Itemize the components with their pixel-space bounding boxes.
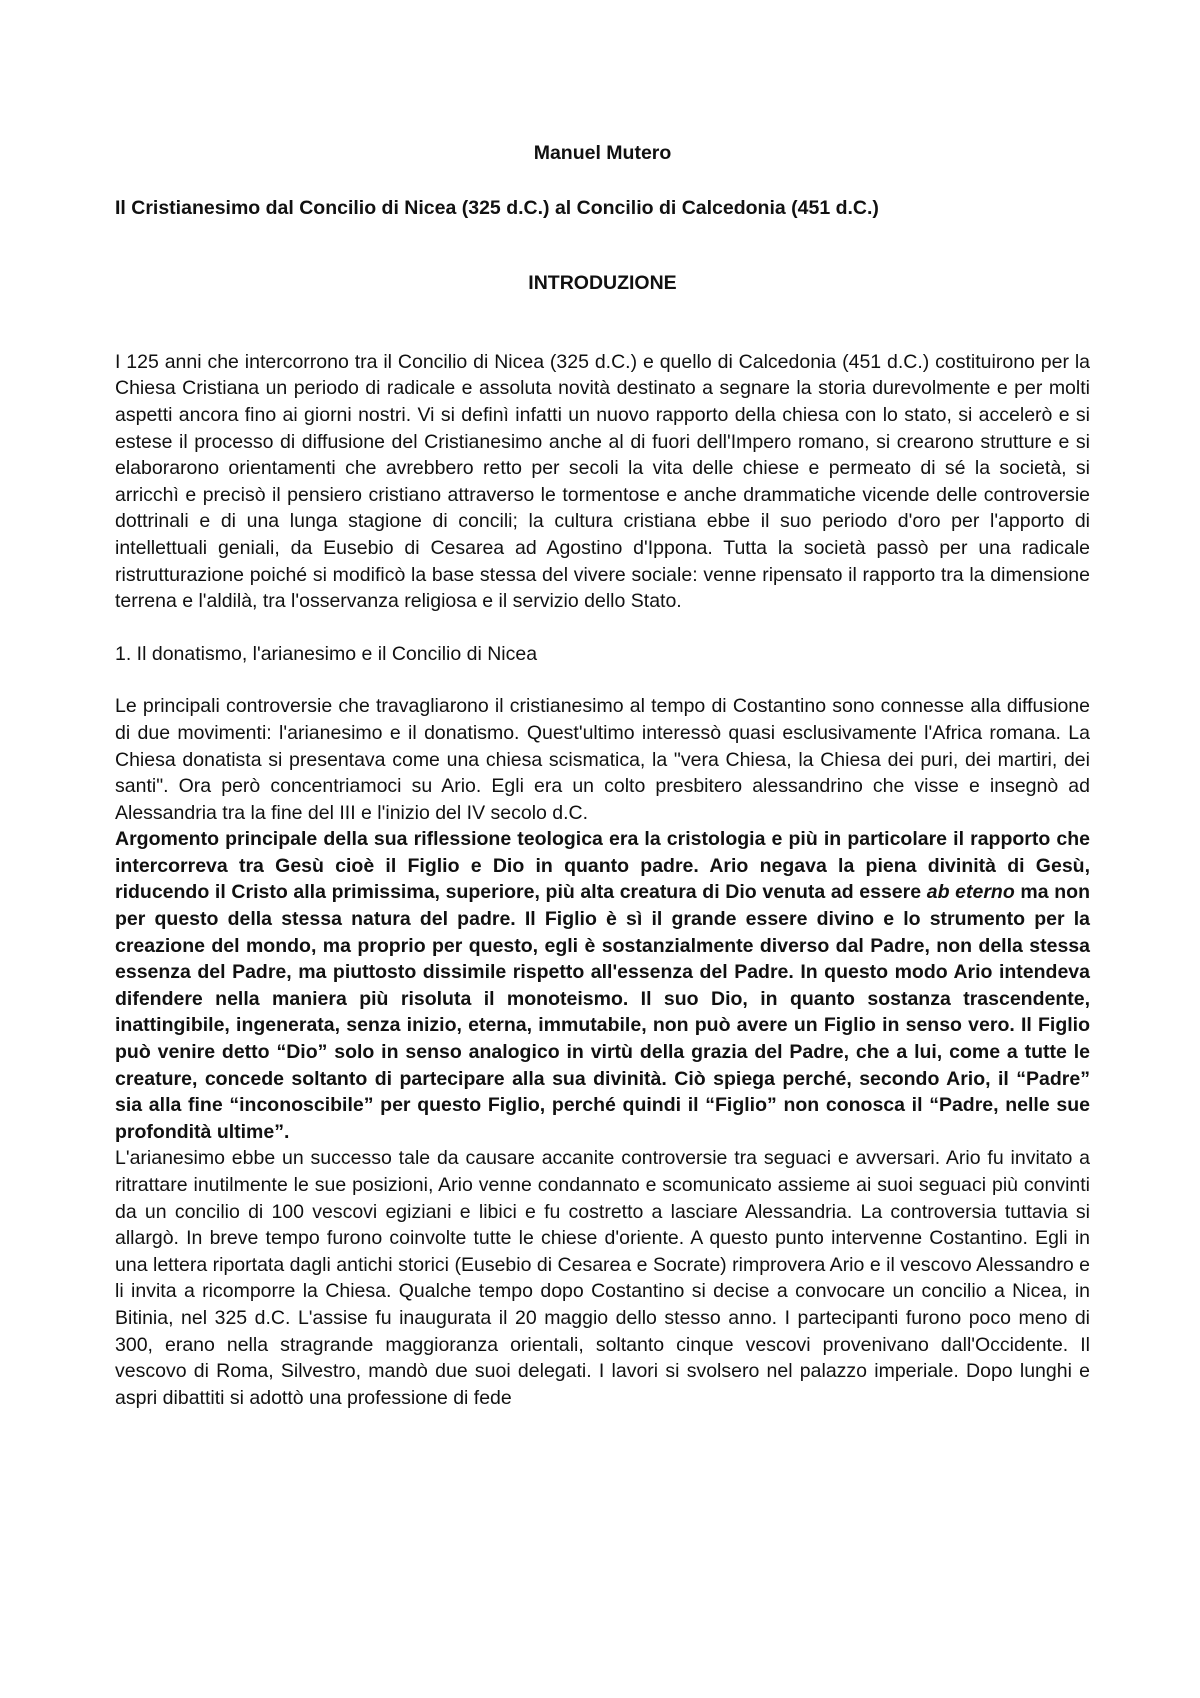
- chapter-heading-1: 1. Il donatismo, l'arianesimo e il Concilio di Nicea: [115, 642, 538, 665]
- section-heading-introduzione: INTRODUZIONE: [528, 272, 677, 295]
- paragraph-spacer: [115, 667, 1090, 693]
- arius-bold-text-part2: ma non per questo della stessa natura del padre. Il Figlio è sì il grande essere divino e lo strumento per la creazione del mondo, ma proprio per questo, egli è sostanzialmente diverso dal Padre, non della stessa essenza del Padre, ma piuttosto dissimile rispetto all'essenza del Padre. In questo modo Ario intendeva difendere nella maniera più risoluta il monoteismo. Il suo Dio, in quanto sostanza trascendente, inattingibile, ingenerata, senza inizio, eterna, immutabile, non può avere un Figlio in senso vero. Il Figlio può venire detto “Dio” solo in senso analogico in virtù della grazia del Padre, che a lui, come a tutte le creature, concede soltanto di partecipare alla sua divinità. Ciò spiega perché, secondo Ario, il “Padre” sia alla fine “inconoscibile” per questo Figlio, perché quindi il “Figlio” non conosca il “Padre, nelle sue profondità ultime”.: [115, 881, 1090, 1143]
- nicea-council-paragraph: L'arianesimo ebbe un successo tale da causare accanite controversie tra seguaci e avversari. Ario fu invitato a ritrattare inutilmente le sue posizioni, Ario venne condannato e scomunicato assieme ai suoi seguaci più convinti da un concilio di 100 vescovi egiziani e libici e fu costretto a lasciare Alessandria. La controversia tuttavia si allargò. In breve tempo furono coinvolte tutte le chiese d'oriente. A questo punto intervenne Costantino. Egli in una lettera riportata dagli antichi storici (Eusebio di Cesarea e Socrate) rimprovera Ario e il vescovo Alessandro e li invita a ricomporre la Chiesa. Qualche tempo dopo Costantino si decise a convocare un concilio a Nicea, in Bitinia, nel 325 d.C. L'assise fu inaugurata il 20 maggio dello stesso anno. I partecipanti furono poco meno di 300, erano nella stragrande maggioranza orientali, soltanto cinque vescovi provenivano dall'Occidente. Il vescovo di Roma, Silvestro, mandò due suoi delegati. I lavori si svolsero nel palazzo imperiale. Dopo lunghi e aspri dibattiti si adottò una professione di fede: [115, 1147, 1090, 1409]
- arius-bold-paragraph: [115, 826, 1090, 1145]
- paragraph-spacer: [115, 615, 1090, 641]
- arius-italic-phrase: ab eterno: [926, 881, 1015, 904]
- document-title: Il Cristianesimo dal Concilio di Nicea (325 d.C.) al Concilio di Calcedonia (451 d.C.): [115, 196, 879, 219]
- intro-paragraph: I 125 anni che intercorrono tra il Concilio di Nicea (325 d.C.) e quello di Calcedonia (451 d.C.) costituirono per la Chiesa Cristiana un periodo di radicale e assoluta novità destinato a segnare la storia durevolmente e per molti aspetti ancora fino ai giorni nostri. Vi si definì infatti un nuovo rapporto della chiesa con lo stato, si accelerò e si estese il processo di diffusione del Cristianesimo anche al di fuori dell'Impero romano, si crearono strutture e si elaborarono orientamenti che avrebbero retto per secoli la vita delle chiese e permeato di sé la società, si arricchì e precisò il pensiero cristiano attraverso le tormentose e anche drammatiche vicende delle controversie dottrinali e di una lunga stagione di concili; la cultura cristiana ebbe il suo periodo d'oro per l'apporto di intellettuali geniali, da Eusebio di Cesarea ad Agostino d'Ippona. Tutta la società passò per una radicale ristrutturazione poiché si modificò la base stessa del vivere sociale: venne ripensato il rapporto tra la dimensione terrena e l'aldilà, tra l'osservanza religiosa e il servizio dello Stato.: [115, 350, 1090, 613]
- arius-bold-text-part1: Argomento principale della sua riflessione teologica era la cristologia e più in particolare il rapporto che intercorreva tra Gesù cioè il Figlio e Dio in quanto padre. Ario negava la piena divinità di Gesù, riducendo il Cristo alla primissima, superiore, più alta creatura di Dio venuta ad essere: [115, 828, 1090, 904]
- donatism-paragraph: Le principali controversie che travagliarono il cristianesimo al tempo di Costantino sono connesse alla diffusione di due movimenti: l'arianesimo e il donatismo. Quest'ultimo interessò quasi esclusivamente l'Africa romana. La Chiesa donatista si presentava come una chiesa scismatica, la "vera Chiesa, la Chiesa dei puri, dei martiri, dei santi". Ora però concentriamoci su Ario. Egli era un colto presbitero alessandrino che visse e insegnò ad Alessandria tra la fine del III e l'inizio del IV secolo d.C.: [115, 695, 1090, 824]
- author-name: Manuel Mutero: [533, 142, 672, 164]
- document-content: [115, 140, 1090, 1411]
